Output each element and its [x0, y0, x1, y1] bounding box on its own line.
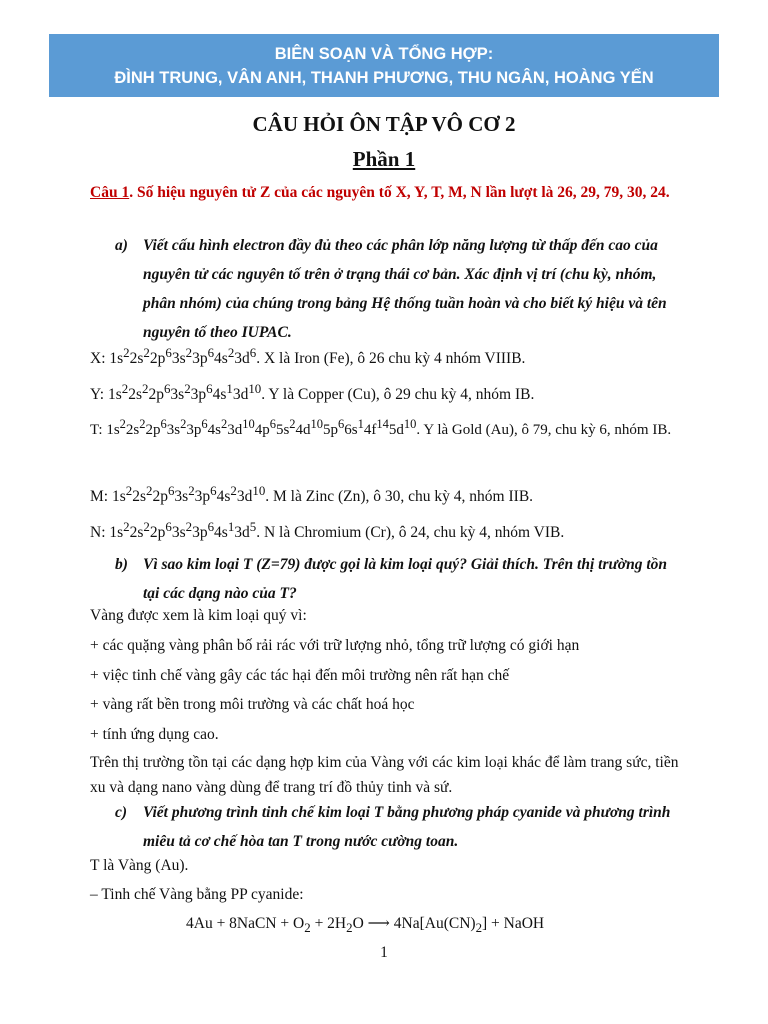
- answer-b-point: + việc tinh chế vàng gây các tác hại đến môi trường nên rất hạn chế: [90, 667, 510, 684]
- config-m: M: $1s^22s^22p^63s^23p^64s^23d^{10}$. M là Zinc (Zn), ô 30, chu kỳ 4, nhóm IIB.: [90, 483, 534, 506]
- answer-b-point: + tính ứng dụng cao.: [90, 726, 219, 743]
- config-y: Y: $1s^22s^22p^63s^23p^64s^13d^{10}$. Y là Copper (Cu), ô 29 chu kỳ 4, nhóm IB.: [90, 381, 535, 404]
- answer-c-t-is: T là Vàng (Au).: [90, 857, 189, 874]
- config-t: T: $1s^22s^22p^63s^23p^64s^23d^{10}4p^65s^24d^{10}5p^66s^14f^{14}5d^{10}$. Y là Gold (Au), ô 79, chu kỳ 6, nhóm IB.: [90, 417, 672, 438]
- config-n: N: $1s^22s^22p^63s^23p^64s^13d^5$. N là Chromium (Cr), ô 24, chu kỳ 4, nhóm VIB.: [90, 519, 565, 542]
- sub-question-label: b): [115, 556, 128, 573]
- reaction-arrow: ⟶: [363, 915, 394, 932]
- answer-b-intro: Vàng được xem là kim loại quý vì:: [90, 607, 307, 624]
- sub-question-label: c): [115, 804, 128, 821]
- answer-b-market: Trên thị trường tồn tại các dạng hợp kim của Vàng với các kim loại khác để làm trang sức, tiền xu và dạng nano vàng dùng để trang trí đồ thủy tinh và sứ.: [90, 754, 679, 796]
- answer-b-point: + vàng rất bền trong môi trường và các chất hoá học: [90, 696, 415, 713]
- sub-question-a: [115, 231, 685, 347]
- answer-b-point: + các quặng vàng phân bố rải rác với trữ lượng nhỏ, tổng trữ lượng có giới hạn: [90, 637, 580, 654]
- answer-c-refine: – Tinh chế Vàng bằng PP cyanide:: [90, 886, 304, 903]
- question-1: [90, 181, 690, 205]
- header-banner: [49, 34, 719, 97]
- sub-question-c: [115, 798, 685, 856]
- page-number: 1: [380, 944, 388, 961]
- document-title: CÂU HỎI ÔN TẬP VÔ CƠ 2: [252, 112, 516, 136]
- sub-question-text: Viết phương trình tinh chế kim loại T bằng phương pháp cyanide và phương trình miêu tả cơ chế hòa tan T trong nước cường toan.: [143, 804, 671, 850]
- sub-question-b: [115, 550, 685, 608]
- header-line-2: ĐÌNH TRUNG, VÂN ANH, THANH PHƯƠNG, THU NGÂN, HOÀNG YẾN: [114, 68, 654, 87]
- part-heading: Phần 1: [352, 147, 416, 171]
- sub-question-text: Vì sao kim loại T (Z=79) được gọi là kim loại quý? Giải thích. Trên thị trường tồn tại các dạng nào của T?: [143, 556, 668, 602]
- cyanide-equation: 4Au + 8NaCN + $O_2 + 2H_2O$ ⟶ $4Na[Au(CN)_2]$ + NaOH: [186, 915, 545, 936]
- sub-question-label: a): [115, 237, 128, 254]
- header-line-1: BIÊN SOẠN VÀ TỔNG HỢP:: [274, 44, 494, 63]
- question-number: Câu 1: [90, 184, 130, 201]
- config-x: X: $1s^22s^22p^63s^23p^64s^23d^6$. X là Iron (Fe), ô 26 chu kỳ 4 nhóm VIIIB.: [90, 345, 526, 368]
- sub-question-text: Viết cấu hình electron đầy đủ theo các phân lớp năng lượng từ thấp đến cao của nguyên tử các nguyên tố trên ở trạng thái cơ bản. Xác định vị trí (chu kỳ, nhóm, phân nhóm) của chúng trong bảng Hệ thống tuần hoàn và cho biết ký hiệu và tên nguyên tố theo IUPAC.: [143, 237, 667, 341]
- question-text: . Số hiệu nguyên tử Z của các nguyên tố X, Y, T, M, N lần lượt là 26, 29, 79, 30, 24.: [129, 184, 670, 201]
